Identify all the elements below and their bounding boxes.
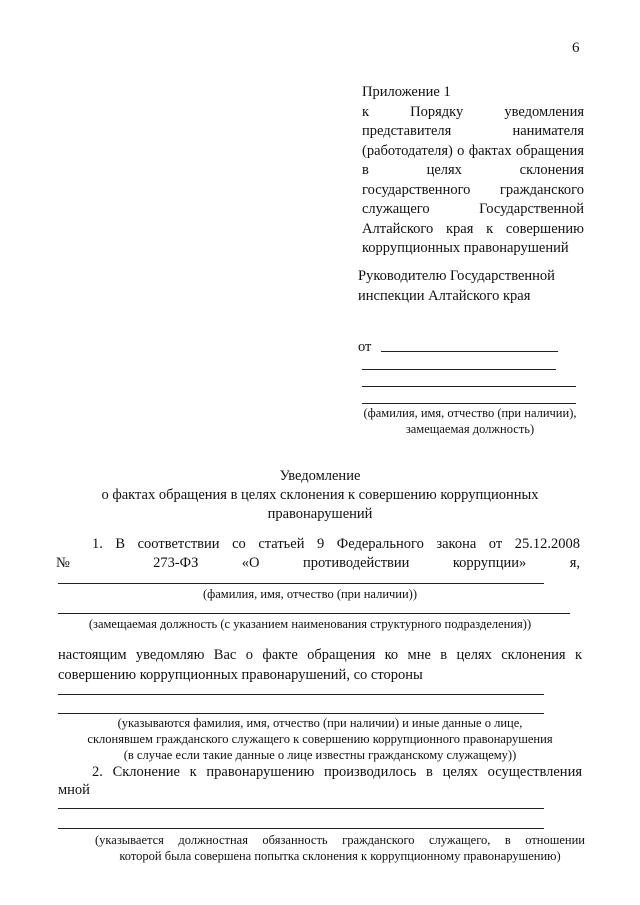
notify-line-2: совершению коррупционных правонарушений, со стороны [58,667,423,683]
duty-hint-line-2: которой была совершена попытка склонения к коррупционному правонарушению) [119,849,561,863]
duty-line-2[interactable] [58,828,544,829]
from-line-2[interactable] [362,369,556,370]
appendix-title: Приложение 1 [362,84,451,100]
duty-hint [95,832,585,864]
from-hint-line-1: (фамилия, имя, отчество (при наличии), [363,406,577,420]
appendix-body: к Порядку уведомления представителя нанимателя (работодателя) о фактах обращения в целях склонения государственного гражданского служащего Государственной Алтайского края к совершению коррупционных правонарушений [362,103,584,256]
person-hint-line-1: (указываются фамилия, имя, отчество (при наличии) и иные данные о лице, [117,716,523,730]
appendix-block [362,83,584,259]
duty-line-1[interactable] [58,808,544,809]
duty-hint-line-1: (указывается должностная обязанность гражданского служащего, в отношении [95,833,585,847]
from-hint [350,405,590,437]
person-line-2[interactable] [58,713,544,714]
para1-line-1: 1. В соответствии со статьей 9 Федерального закона от 25.12.2008 [92,536,580,552]
position-hint: (замещаемая должность (с указанием наименования структурного подразделения)) [88,617,532,631]
from-label: от [358,339,372,355]
notify-line-1: настоящим уведомляю Вас о факте обращения ко мне в целях склонения к [58,647,582,663]
position-line[interactable] [58,613,570,614]
fio-hint: (фамилия, имя, отчество (при наличии)) [202,587,417,601]
heading-subtitle-2: правонарушений [267,506,373,522]
from-line-4[interactable] [362,403,576,404]
addressee-block [358,266,598,306]
person-hint [70,715,570,763]
para1-line-2: № 273-ФЗ «О противодействии коррупции» я, [56,555,580,571]
person-hint-line-2: склонявшем гражданского служащего к совершению коррупционного правонарушения [87,732,553,746]
page-number: 6 [572,40,580,56]
notification-heading [80,467,560,524]
person-line-1[interactable] [58,694,544,695]
from-line-3[interactable] [362,386,576,387]
from-line-1[interactable] [381,351,558,352]
fio-line[interactable] [58,583,544,584]
para2-line-2: мной [58,782,90,798]
addressee-line-1: Руководителю Государственной [358,268,555,284]
addressee-line-2: инспекции Алтайского края [358,288,531,304]
heading-title: Уведомление [279,468,361,484]
para2-line-1: 2. Склонение к правонарушению производилось в целях осуществления [92,764,582,780]
heading-subtitle-1: о фактах обращения в целях склонения к совершению коррупционных [101,487,539,503]
person-hint-line-3: (в случае если такие данные о лице известны гражданскому служащему)) [123,748,517,762]
from-hint-line-2: замещаемая должность) [405,422,535,436]
